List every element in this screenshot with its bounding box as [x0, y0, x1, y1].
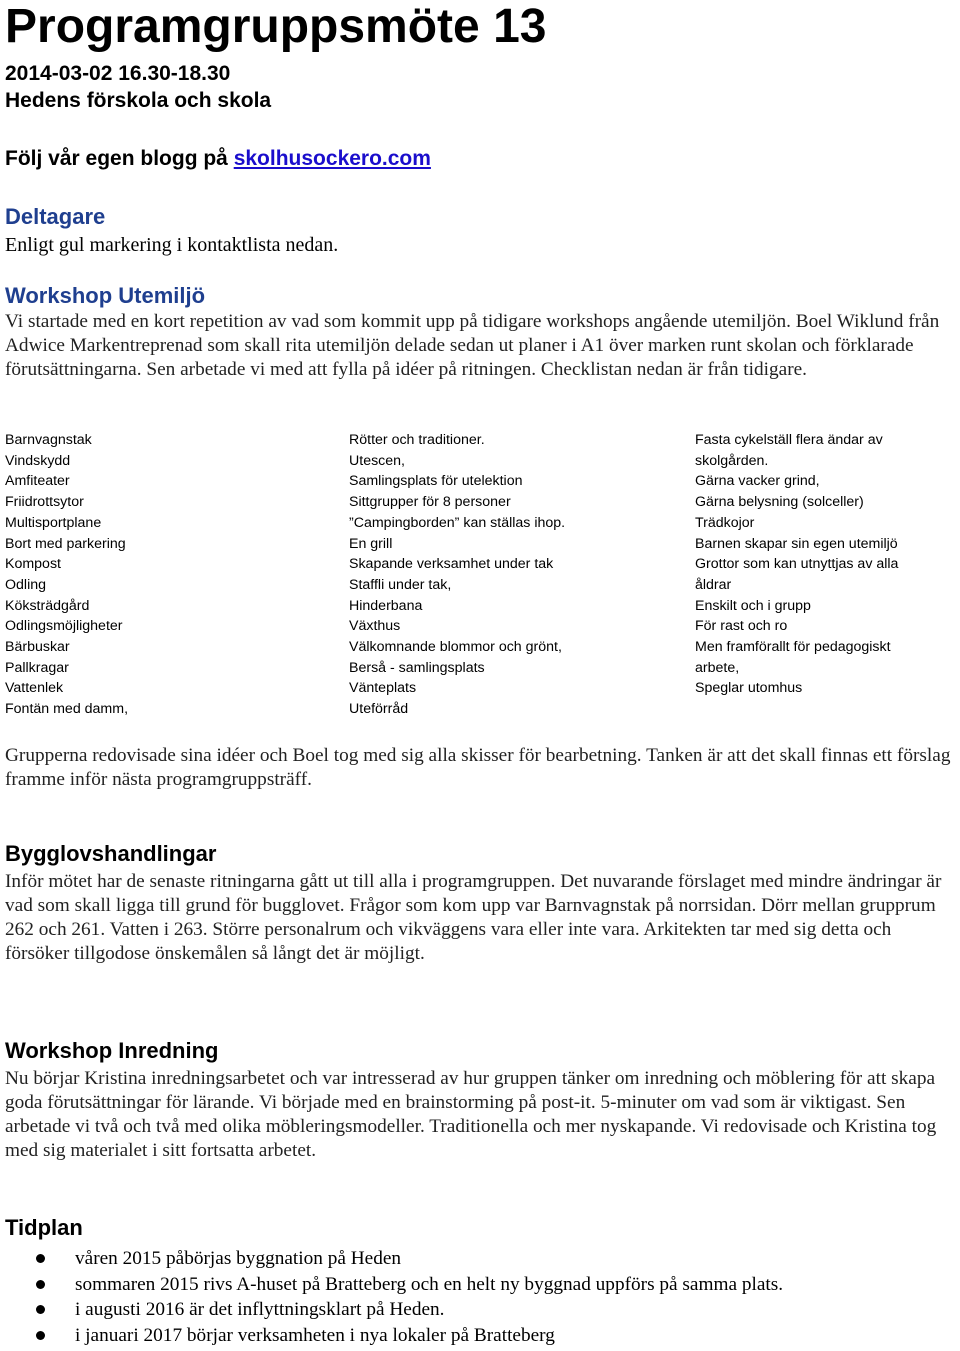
checklist-item: Skapande verksamhet under tak — [349, 556, 554, 573]
checklist-item: Växthus — [349, 618, 401, 635]
checklist-item: Barnen skapar sin egen utemiljö — [695, 535, 898, 552]
blog-link[interactable]: skolhusockero.com — [233, 147, 431, 170]
deltagare-text: Enligt gul markering i kontaktlista nedan. — [5, 234, 339, 256]
checklist-item: Speglar utomhus — [695, 680, 803, 697]
checklist-item: Odling — [5, 576, 47, 593]
meeting-datetime: 2014-03-02 16.30-18.30 — [5, 62, 231, 85]
checklist-item: Berså - samlingsplats — [349, 659, 485, 676]
bygglov-heading: Bygglovshandlingar — [5, 841, 217, 866]
checklist-item: Odlingsmöjligheter — [5, 618, 123, 635]
checklist-item: Multisportplane — [5, 514, 102, 531]
checklist-item: Hinderbana — [349, 597, 423, 614]
bygglov-text: Inför mötet har de senaste ritningarna gått ut till alla i programgruppen. Det nuvarande förslaget med mindre ändringar är vad som skall ligga till grund för bugglovet. Frågor som kom upp var Barnvagnstak på norrsidan. Dörr mellan grupprum 262 och 261. Vatten i 263. Större personalrum och vikväggens vara eller inte vara. Arkitekten tar med sig detta och försöker tillgodose önskemålen så långt det är möjligt. — [5, 871, 942, 964]
checklist-item: Välkomnande blommor och grönt, — [349, 639, 562, 656]
tidplan-item: våren 2015 påbörjas byggnation på Heden — [0, 1246, 783, 1272]
checklist-item: skolgården. — [695, 452, 769, 469]
checklist-item: Bort med parkering — [5, 535, 126, 552]
checklist-item: Grottor som kan utnyttjas av alla — [695, 556, 899, 573]
utemiljo-intro: Vi startade med en kort repetition av vad som kommit upp på tidigare workshops angående utemiljön. Boel Wiklund från Adwice Markentreprenad som skall rita utemiljön delade sedan ut planer i A1 över marken runt skolan och förklarade förutsättningarna. Sen arbetade vi med att fylla på idéer på ritningen. Checklistan nedan är från tidigare. — [5, 311, 940, 380]
checklist-item: Amfiteater — [5, 473, 70, 490]
checklist-item: Vindskydd — [5, 452, 71, 469]
bullet-icon — [36, 1331, 45, 1340]
inredning-text: Nu börjar Kristina inredningsarbetet och var intresserad av hur gruppen tänker om inredning och möblering för att skapa goda förutsättningar för lärande. Vi började med en brainstorming på post-it. 5-minuter om vad som är viktigast. Sen arbetade vi två och två med olika möbleringsmodeller. Traditionella och mer nyskapande. Vi redovisade och Kristina tog med sig materialet i sitt fortsatta arbetet. — [5, 1068, 937, 1161]
checklist-item: Fasta cykelställ flera ändar av — [695, 432, 883, 448]
checklist-column-3 — [695, 430, 898, 699]
inredning-heading: Workshop Inredning — [5, 1038, 219, 1063]
checklist-item: Friidrottsytor — [5, 494, 84, 511]
checklist-item: En grill — [349, 535, 393, 552]
checklist-item: Staffli under tak, — [349, 576, 452, 593]
checklist-item: Fontän med damm, — [5, 701, 129, 718]
checklist-item: Trädkojor — [695, 514, 755, 531]
checklist-item: Enskilt och i grupp — [695, 597, 811, 614]
utemiljo-outro: Grupperna redovisade sina idéer och Boel tog med sig alla skisser för bearbetning. Tanken är att det skall finnas ett förslag framme inför nästa programgruppsträff. — [5, 745, 951, 790]
bullet-icon — [36, 1280, 45, 1289]
checklist-item: Samlingsplats för utelektion — [349, 473, 523, 490]
page-title: Programgruppsmöte 13 — [5, 0, 547, 53]
utemiljo-heading: Workshop Utemiljö — [5, 283, 206, 308]
checklist-item: För rast och ro — [695, 618, 788, 635]
checklist-item: Kompost — [5, 556, 61, 573]
checklist-item: ”Campingborden” kan ställas ihop. — [349, 514, 566, 531]
checklist-item: Pallkragar — [5, 659, 69, 676]
tidplan-item: sommaren 2015 rivs A-huset på Bratteberg och en helt ny byggnad uppförs på samma plats. — [0, 1272, 783, 1298]
checklist-item: Men framförallt för pedagogiskt — [695, 639, 891, 656]
checklist-item: Rötter och traditioner. — [349, 432, 485, 448]
checklist-column-2 — [349, 430, 565, 720]
checklist-item: Vänteplats — [349, 680, 417, 697]
checklist-item: Bärbuskar — [5, 639, 70, 656]
checklist-item: Gärna belysning (solceller) — [695, 494, 864, 511]
tidplan-item: i augusti 2016 är det inflyttningsklart på Heden. — [0, 1297, 783, 1323]
tidplan-list — [0, 1246, 783, 1348]
blog-prefix: Följ vår egen blogg på — [5, 147, 234, 170]
checklist-item: åldrar — [695, 576, 732, 593]
tidplan-heading: Tidplan — [5, 1215, 83, 1240]
checklist-item: Gärna vacker grind, — [695, 473, 820, 490]
checklist-item: arbete, — [695, 659, 740, 676]
checklist-item: Köksträdgård — [5, 597, 90, 614]
tidplan-item: i januari 2017 börjar verksamheten i nya lokaler på Bratteberg — [0, 1323, 783, 1349]
blog-line — [5, 146, 431, 172]
checklist-item: Utescen, — [349, 452, 405, 469]
checklist-item: Vattenlek — [5, 680, 64, 697]
meeting-location: Hedens förskola och skola — [5, 89, 272, 112]
deltagare-heading: Deltagare — [5, 204, 106, 229]
checklist-item: Uteförråd — [349, 701, 409, 718]
bullet-icon — [36, 1305, 45, 1314]
checklist-column-1 — [5, 430, 128, 720]
bullet-icon — [36, 1254, 45, 1263]
checklist-item: Sittgrupper för 8 personer — [349, 494, 511, 511]
checklist-item: Barnvagnstak — [5, 432, 92, 448]
